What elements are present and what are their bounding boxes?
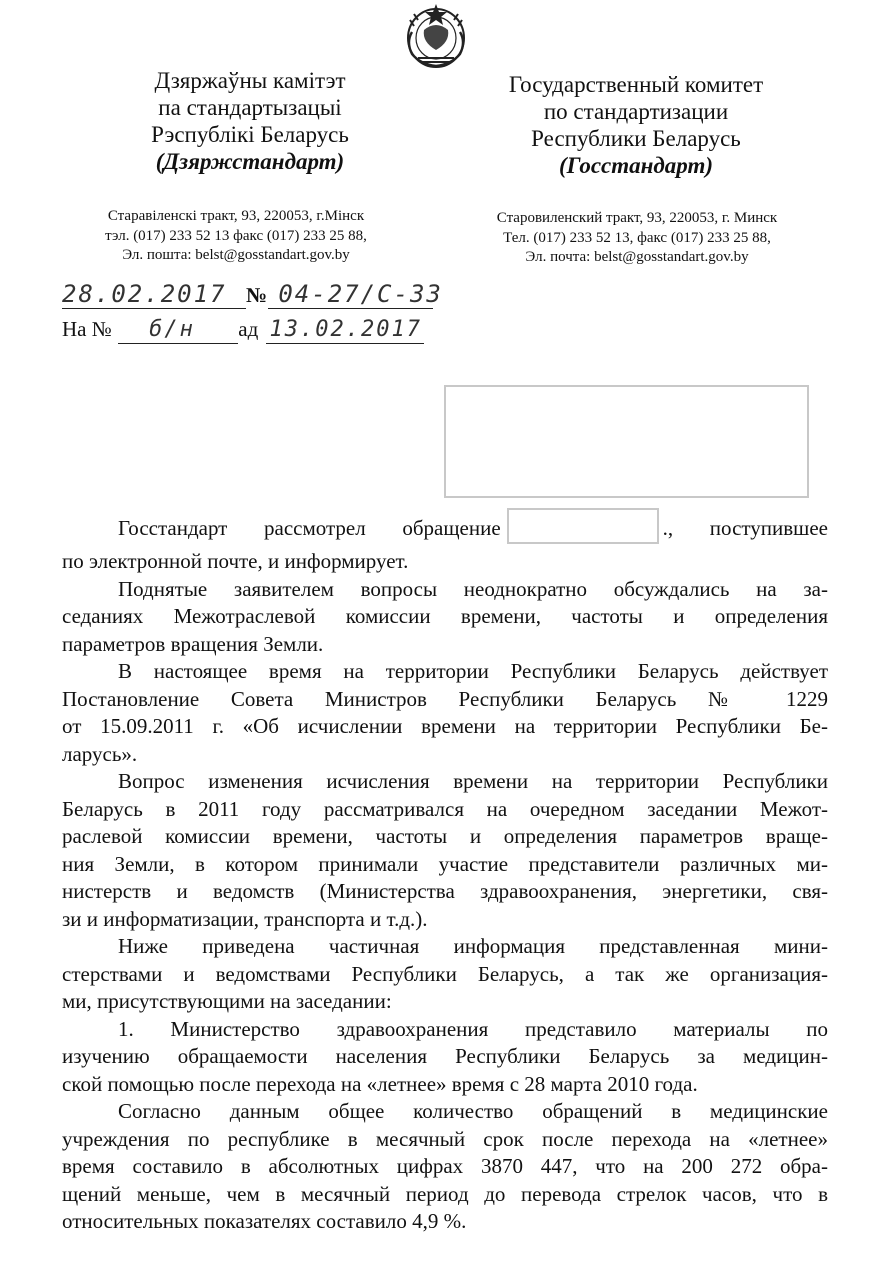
outgoing-reference <box>62 280 443 308</box>
body-line: по электронной почте, и информирует. <box>62 549 409 573</box>
body-line: щений меньше, чем в месячный период до перевода стрелок часов, что в <box>62 1181 828 1206</box>
header-right-line: Государственный комитет <box>508 72 764 97</box>
body-line: нистерств и ведомств (Министерства здравоохранения, энергетики, свя- <box>62 879 828 903</box>
number-label: № <box>246 283 268 307</box>
addressee-box <box>444 385 809 498</box>
body-line: раслевой комиссии времени, частоты и определения параметров враще- <box>62 824 828 848</box>
body-line: зи и информатизации, транспорта и т.д.). <box>62 906 428 931</box>
body-line <box>62 512 828 548</box>
number-underline <box>268 308 433 309</box>
body-line: от 15.09.2011 г. «Об исчислении времени на территории Республики Бе- <box>62 714 828 738</box>
body-line: ларусь». <box>62 741 138 766</box>
address-right-line: Эл. почта: belst@gosstandart.gov.by <box>525 249 749 265</box>
address-right <box>450 209 824 268</box>
paragraph-4 <box>62 768 828 933</box>
body-line: В настоящее время на территории Республики Беларусь действует <box>118 659 828 683</box>
paragraph-6 <box>62 1016 828 1099</box>
paragraph-3 <box>62 658 828 768</box>
address-left-line: Старавіленскі тракт, 93, 220053, г.Мінск <box>107 208 365 224</box>
paragraph-2 <box>62 576 828 659</box>
header-left-line: Рэспублікі Беларусь <box>151 122 349 147</box>
header-left-short-name: (Дзяржстандарт) <box>155 149 345 174</box>
body-line: Вопрос изменения исчисления времени на территории Республики <box>118 769 828 793</box>
address-left-line: тэл. (017) 233 52 13 факс (017) 233 25 88, <box>105 227 367 244</box>
header-right <box>478 71 794 179</box>
body-line: учреждения по республике в месячный срок после перехода на «летнее» <box>62 1126 828 1151</box>
paragraph-7 <box>62 1098 828 1236</box>
body-line: Поднятые заявителем вопросы неоднократно обсуждались на за- <box>118 576 828 601</box>
state-emblem-icon <box>400 2 472 70</box>
in-reply-date: 13.02.2017 <box>269 317 422 342</box>
in-reply-date-underline <box>266 343 424 344</box>
address-right-line: Старовиленский тракт, 93, 220053, г. Минск <box>496 210 778 226</box>
header-left <box>108 67 392 175</box>
body-line: Беларусь в 2011 году рассматривался на очередном заседании Межот- <box>62 796 828 821</box>
incoming-reference <box>62 317 422 342</box>
address-left-line: Эл. пошта: belst@gosstandart.gov.by <box>122 247 350 263</box>
body-line: изучению обращаемости населения Республики Беларусь за медицин- <box>62 1044 828 1068</box>
body-text: ., поступившее <box>662 515 828 540</box>
body-line: стерствами и ведомствами Республики Беларусь, а так же организация- <box>62 961 828 986</box>
header-left-line: па стандартызацыі <box>158 95 342 120</box>
address-left <box>60 207 412 266</box>
outgoing-date: 28.02.2017 <box>62 280 227 308</box>
paragraph-5 <box>62 933 828 1016</box>
body-line: ния Земли, в котором принимали участие представители различных ми- <box>62 851 828 876</box>
header-right-short-name: (Госстандарт) <box>558 153 714 178</box>
header-left-line: Дзяржаўны камітэт <box>154 68 346 93</box>
in-reply-label: На № <box>62 317 112 341</box>
body-line: седаниях Межотраслевой комиссии времени, частоты и определения <box>62 604 828 628</box>
address-right-line: Тел. (017) 233 52 13, факс (017) 233 25 88, <box>503 229 771 246</box>
body-line: относительных показателях составило 4,9 %. <box>62 1209 467 1233</box>
redacted-name <box>507 508 659 544</box>
body-line: время составило в абсолютных цифрах 3870 447, что на 200 272 обра- <box>62 1154 828 1178</box>
body-line: Постановление Совета Министров Республики Беларусь № 1229 <box>62 686 828 711</box>
body-line: параметров вращения Земли. <box>62 631 324 656</box>
body-text: Госстандарт рассмотрел обращение <box>118 515 501 540</box>
body-line: Согласно данным общее количество обращений в медицинские <box>118 1099 828 1123</box>
date-underline <box>62 308 246 309</box>
letter-body <box>62 512 828 1236</box>
header-right-line: по стандартизации <box>543 99 729 124</box>
in-reply-number-underline <box>118 343 238 344</box>
body-line: ми, присутствующими на заседании: <box>62 989 392 1013</box>
body-line: Ниже приведена частичная информация представленная мини- <box>118 934 828 958</box>
body-line: ской помощью после перехода на «летнее» время с 28 марта 2010 года. <box>62 1071 698 1096</box>
body-line: 1. Министерство здравоохранения представило материалы по <box>118 1016 828 1041</box>
outgoing-number: 04-27/C-33 <box>278 280 443 308</box>
paragraph-1 <box>62 512 828 576</box>
from-label: ад <box>238 317 259 341</box>
in-reply-number: б/н <box>149 317 195 342</box>
header-right-line: Республики Беларусь <box>531 126 741 151</box>
